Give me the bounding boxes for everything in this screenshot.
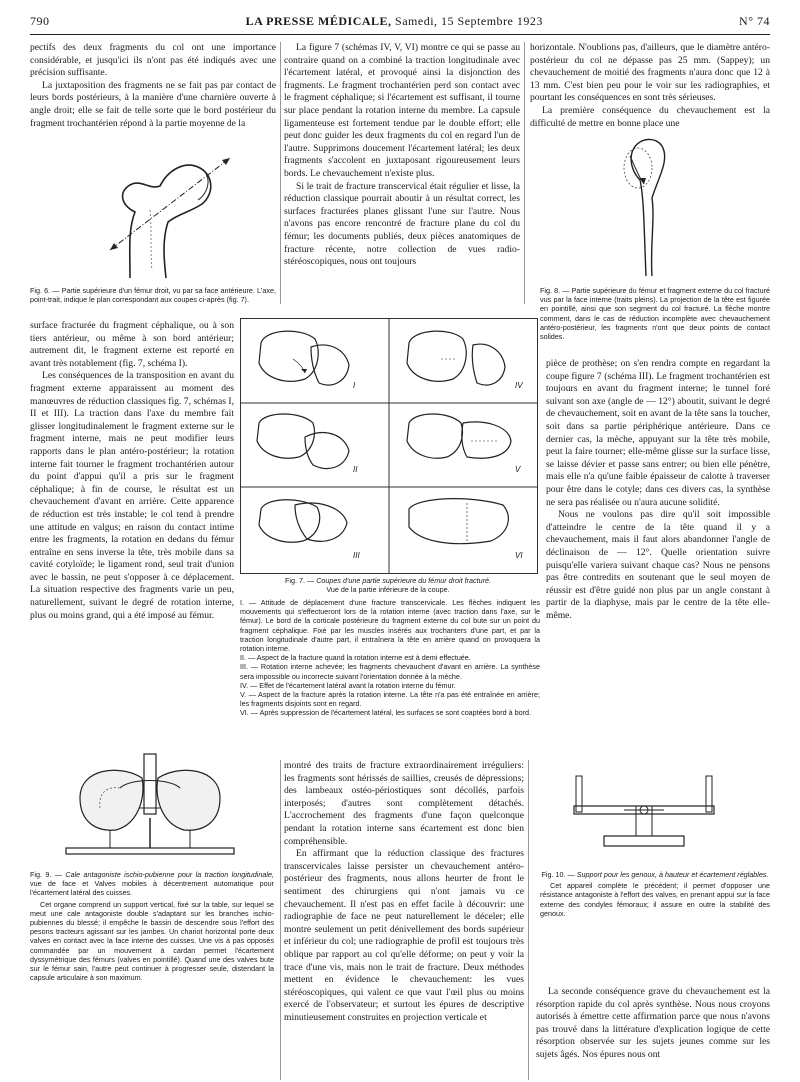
fig6-text: Partie supérieure d'un fémur droit, vu par sa face antérieure. L'axe, point-trait, indique le plan correspondant aux coupes ci-après (fig. 7). [30, 286, 276, 305]
paragraph: pièce de prothèse; on s'en rendra compte en regardant la coupe figure 7 (schéma III). Le fragment trochantérien est toujours en avant du fragment interne; le tunnel foré suivant son axe (angle de — 12°) aboutit, suivant le degré de chevauchement, soit en avant de la tête sans la toucher, soit dans sa partie périphérique antérieure. Dans ce dernier cas, la mèche, appuyant sur la tête très mobile, peut la faire tourner; elle-même glisse sur la surface lisse, se laisse dévier et passe sans entrer; ou bien elle pénètre, mais elle n'a qu'une faible épaisseur de calotte à traverser pour être dans le cotyle; dans ces divers cas, la synthèse ne sera pas réalisée ou n'aura aucune solidité. [546, 358, 770, 508]
paragraph: La figure 7 (schémas IV, V, VI) montre ce qui se passe au contraire quand on a combiné la traction longitudinale avec l'écartement latéral, et provoqué ainsi la disjonction des fragments. Le fragment trochantérien perd son contact avec le fragment céphalique; si l'écartement est suffisant, il tourne sur place pendant la rotation interne du membre. La capsule ligamenteuse est fortement tendue par le double effort; elle peut donc guider les deux fragments du col en regard l'un de l'autre. Supprimons doucement l'écartement latéral; les deux fragments s'accolent en juxtaposant rigoureusement leurs bords. Le chevauchement n'existe plus. [284, 42, 520, 179]
fig7-label: Fig. 7. — [285, 576, 315, 585]
fig10-label: Fig. 10. — [541, 870, 575, 879]
col3-bottom-text [536, 986, 770, 1062]
col2-top-text [284, 42, 520, 269]
column-divider [524, 42, 525, 304]
header-rule [30, 34, 770, 35]
section-label-II: II [353, 465, 358, 474]
col3-top-text [530, 42, 770, 130]
paragraph: surface fracturée du fragment céphalique, ou à son tiers antérieur, ou même à son bord antérieur; autrement dit, le fragment externe est reporté en avant très notablement (fig. 7, schéma I). [30, 320, 234, 369]
paragraph: La première conséquence du chevauchement est la difficulté de mettre en bonne place une [530, 104, 770, 129]
fig10-body: Cet appareil complète le précédent; il permet d'opposer une résistance antagoniste à l'effort des valves, en prenant appui sur la face externe des condyles fémoraux; il assure en outre la stabilité des genoux. [540, 881, 770, 918]
fig10-italic: Support pour les genoux, à hauteur et écartement réglables. [576, 870, 769, 879]
fig6-label: Fig. 6. — [30, 286, 60, 295]
column-divider [280, 42, 281, 304]
fig8-text: Partie supérieure du fémur et fragment externe du col fracturé vus par la face interne (traits pleins). La projection de la tête est figurée en pointillé, ainsi que son segment du col fracturé. La flèche montre comment, dans le cas de réduction incomplète avec chevauchement antéro-postérieur, les fragments n'ont que deux points de contact solides. [540, 286, 770, 342]
paragraph: horizontale. N'oublions pas, d'ailleurs, que le diamètre antéro-postérieur du col ne dépasse pas 25 mm. (Sappey); un chevauchement de moitié des fragments n'aura donc que 12 à 13 mm. C'est bien peu pour le voir sur les radiographies, et pourtant les conséquences en sont très sérieuses. [530, 42, 770, 104]
section-label-V: V [515, 465, 521, 474]
journal-title [246, 14, 543, 29]
column-divider [528, 760, 529, 1080]
figure-7-caption-title [240, 576, 536, 594]
figure-7-panel [240, 318, 538, 574]
fig7-subtitle: Vue de la partie inférieure de la coupe. [326, 585, 450, 595]
paragraph: La juxtaposition des fragments ne se fait pas par contact de leurs bords postérieurs, à la manière d'une charnière ouverte à angle droit; elle se fait de telle sorte que le bord postérieur du fragment trochantérien répond à la partie moyenne de la [30, 79, 276, 129]
section-label-VI: VI [515, 551, 523, 560]
figure-8-caption [540, 286, 770, 341]
paragraph: montré des traits de fracture extraordinairement irréguliers: les fragments sont hérissés de saillies, creusés de dépressions; des lambeaux ostéo-périostiques sont décollés, parfois interposés; d'autres sont complètement détachés. L'accrochement des fragments d'une façon quelconque pendant la rotation interne sans écartement est donc bien compréhensible. [284, 760, 524, 847]
paragraph: En affirmant que la réduction classique des fractures transcervicales laisse persister un chevauchement antéro-postérieur des fragments, nous allons heurter de front le sentiment des chirurgiens qui n'ont jamais vu ce chevauchement. Il n'est pas en effet facile à découvrir: une radiographie de face ne peut naturellement le déceler; elle montre seulement un petit dénivellement des bords supérieur et inférieur du col; une radiographie de profil est toujours très oblique par rapport au col qu'elle déforme; on peut y voir la trace d'une vis, mais non le trait de fracture. Deux méthodes mettent en évidence le chevauchement: les vues stéréoscopiques, qui valent ce que vaut l'œil plus ou moins exercé de l'observateur; et surtout les épures de descriptive minutieusement construites en projection verticale et [284, 848, 524, 1023]
figure-10-knee-support-drawing [564, 770, 724, 860]
figure-6-femur-drawing [90, 150, 240, 280]
issue-date: Samedi, 15 Septembre 1923 [395, 14, 543, 28]
col1-top-text [30, 42, 276, 130]
legend-item: IV. — Effet de l'écartement latéral avant la rotation interne du fémur. [240, 680, 456, 690]
section-label-IV: IV [515, 381, 523, 390]
page-header [30, 14, 770, 34]
col2-bottom-text [284, 760, 524, 1024]
figure-8-femur-drawing [600, 128, 700, 278]
issue-number: N° 74 [739, 14, 770, 28]
figure-7-sections [241, 319, 537, 573]
legend-item: III. — Rotation interne achevée; les fragments chevauchent d'avant en arrière. La synthèse sera impossible ou incorrecte suivant l'orientation donnée à la mèche. [240, 662, 540, 681]
figure-6-caption [30, 286, 276, 304]
paragraph: Si le trait de fracture transcervical était régulier et lisse, la réduction classique pourrait aboutir à un résultat correct, les surfaces fracturées planes glissant l'une sur l'autre. Nous n'avons pas encore rencontré de fracture plane du col du fémur; les documents publiés, deux pièces anatomiques de fracture récente, notre collection de vues radio-stéréoscopiques, nous ont toujours [284, 180, 520, 268]
figure-9-apparatus-drawing [60, 748, 240, 866]
fig8-label: Fig. 8. — [540, 286, 570, 295]
legend-item: VI. — Après suppression de l'écartement latéral, les surfaces se sont coaptées bord à bord. [240, 708, 532, 718]
column-divider [280, 760, 281, 1080]
page-number: 790 [30, 14, 50, 28]
fig9-italic: Cale antagoniste ischio-pubienne pour la traction longitudinale, [65, 870, 274, 879]
paragraph: Nous ne voulons pas dire qu'il soit impossible d'atteindre le centre de la tête quand il y a chevauchement, mais il faut alors abandonner l'angle de déclinaison de — 12°. Quelle orientation suivre puisqu'elle variera suivant chaque cas? Nous ne pensons pas être contredits en soutenant que le seul moyen de réussir est d'être guidé non plus par un angle constant à partir de la diaphyse, mais par le centre de la tête elle-même. [546, 509, 770, 621]
paragraph: La seconde conséquence grave du chevauchement est la résorption rapide du col après synthèse. Nous nous croyons autorisés à émettre cette affirmation parce que nous n'avons pas trouvé dans la littérature d'explication logique de cette résorption observée sur les sujets jeunes comme sur les sujets âgés. Nos épures nous ont [536, 986, 770, 1060]
legend-item: II. — Aspect de la fracture quand la rotation interne est à demi effectuée. [240, 653, 471, 663]
fig9-text: vue de face et Valves mobiles à décentrement automatique pour l'écartement latéral des cuisses. [30, 879, 274, 898]
fig9-body: Cet organe comprend un support vertical, fixé sur la table, sur lequel se meut une cale antagoniste double s'adaptant sur les branches ischio-pubiennes du blessé; il empêche le bassin de descendre sous l'effort des pesons tracteurs agissant sur les jambes. Un chariot horizontal porte deux valves en contact avec la face interne des cuisses. Une vis à pas opposés commandée par un mouvement à cardan permet l'écartement dyssymétrique des fémurs (valves en pointillé). Quand une des valves bute sur le fémur sain, l'autre peut continuer à progresser seule, distendant la capsule articulaire à son maximum. [30, 899, 274, 983]
figure-7-legend [240, 598, 540, 718]
section-label-I: I [353, 381, 356, 390]
paragraph: pectifs des deux fragments du col ont une importance considérable, et jusqu'ici ils n'ont pas été indiqués avec une précision suffisante. [30, 42, 276, 79]
legend-item: V. — Aspect de la fracture après la rotation interne. La tête n'a pas été entraînée en arrière; les fragments disjoints sont en regard. [240, 690, 540, 709]
col3-mid-text [546, 358, 770, 622]
journal-name: LA PRESSE MÉDICALE, [245, 14, 392, 28]
legend-item: I. — Attitude de déplacement d'une fracture transcervicale. Les flèches indiquent les mouvements qui s'effectueront lors de la rotation interne (avec traction dans l'axe, sur le fémur). Le bord de la corticale postérieure du fragment externe du col bute sur un point du fragment céphalique. Fixé par les muscles insérés aux trochanters d'une part, et par la traction longitudinale d'autre part, il entraînera la tête en arrière quand on provoquera la rotation interne. [240, 598, 540, 654]
figure-10-caption [540, 870, 770, 918]
section-label-III: III [353, 551, 360, 560]
col1-mid-text [30, 320, 234, 622]
fig9-label: Fig. 9. — [30, 870, 62, 879]
fig7-title: Coupes d'une partie supérieure du fémur droit fracturé. [316, 576, 491, 585]
paragraph: Les conséquences de la transposition en avant du fragment externe apparaissent au moment des manœuvres de réduction classiques fig. 7, schémas I, II et III). La traction dans l'axe du membre fait glisser longitudinalement le fragment externe sur le fragment interne, mais ne peut modifier leurs rapports dans le plan antéro-postérieur; la rotation interne fait tourner le fragment trochantérien autour du point d'appui qu'il a pris sur le fragment céphalique; à fin de course, le résultat est un chevauchement d'avant en arrière. Cette apparence de réduction est très instable; le col tend à prendre une attitude en valgus; en raison du contact intime entre les fragments, la rotation en dedans du fémur entraîne en sens inverse la tête, très mobile dans sa cavité cotyloïde; le ligament rond, seul trait d'union avec le bassin, ne peut s'opposer à ce déplacement. La situation respective des fragments varie un peu, naturellement, suivant le degré de rotation interne, plus ou moins grand, qui a été imposé au fémur. [30, 370, 234, 621]
figure-9-caption [30, 870, 274, 982]
